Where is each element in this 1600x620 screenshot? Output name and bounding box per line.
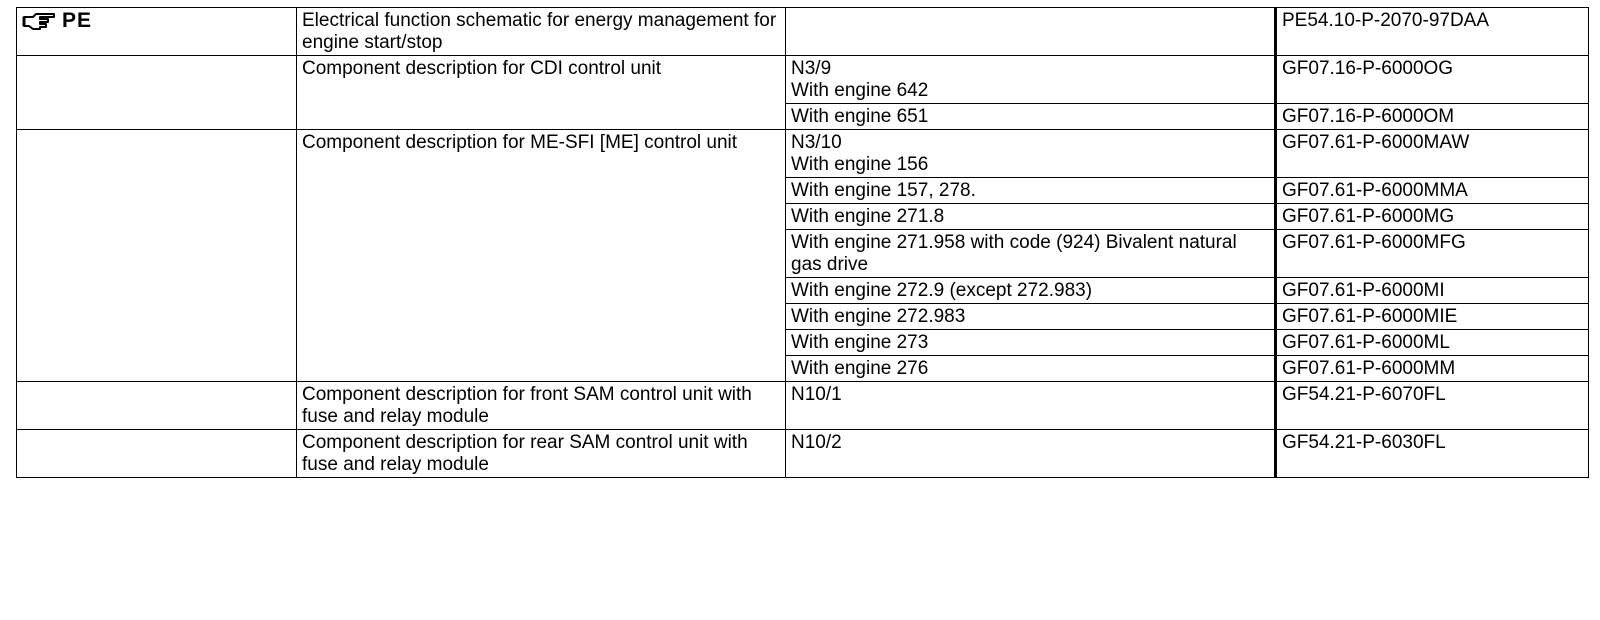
component-cell: [786, 56, 1276, 104]
document-number[interactable]: GF07.61-P-6000MG: [1276, 204, 1589, 230]
engine-variant: With engine 272.9 (except 272.983): [786, 278, 1276, 304]
engine-variant: With engine 651: [786, 104, 1276, 130]
pe-reference[interactable]: [22, 10, 92, 32]
document-number[interactable]: GF07.16-P-6000OM: [1276, 104, 1589, 130]
description-cell: Component description for CDI control unit: [297, 56, 786, 130]
engine-variant: With engine 157, 278.: [786, 178, 1276, 204]
document-number[interactable]: GF54.21-P-6030FL: [1276, 430, 1589, 478]
pe-label: PE: [62, 9, 93, 32]
engine-variant: With engine 271.8: [786, 204, 1276, 230]
document-number[interactable]: GF07.16-P-6000OG: [1276, 56, 1589, 104]
document-number[interactable]: GF07.61-P-6000MMA: [1276, 178, 1589, 204]
engine-variant: With engine 272.983: [786, 304, 1276, 330]
component-cell: [786, 130, 1276, 178]
ref-cell: [17, 8, 297, 56]
reference-table: [16, 7, 1589, 478]
document-number[interactable]: GF07.61-P-6000MI: [1276, 278, 1589, 304]
ref-cell: [17, 382, 297, 430]
document-number[interactable]: GF07.61-P-6000MM: [1276, 356, 1589, 382]
table-row: [17, 56, 1589, 104]
document-number[interactable]: PE54.10-P-2070-97DAA: [1276, 8, 1589, 56]
ref-cell: [17, 430, 297, 478]
component-code: N3/9: [791, 58, 832, 79]
document-number[interactable]: GF54.21-P-6070FL: [1276, 382, 1589, 430]
engine-variant: With engine 273: [786, 330, 1276, 356]
description-cell: Component description for front SAM control unit with fuse and relay module: [297, 382, 786, 430]
engine-variant: With engine 642: [791, 80, 929, 101]
engine-variant: With engine 156: [791, 154, 929, 175]
document-number[interactable]: GF07.61-P-6000ML: [1276, 330, 1589, 356]
document-number[interactable]: GF07.61-P-6000MFG: [1276, 230, 1589, 278]
engine-variant: With engine 271.958 with code (924) Bivalent natural gas drive: [786, 230, 1276, 278]
document-number[interactable]: GF07.61-P-6000MAW: [1276, 130, 1589, 178]
component-code: N10/2: [786, 430, 1276, 478]
component-code: N10/1: [786, 382, 1276, 430]
table-row: [17, 430, 1589, 478]
description-cell: Component description for rear SAM control unit with fuse and relay module: [297, 430, 786, 478]
table-row: [17, 8, 1589, 56]
table-row: [17, 130, 1589, 178]
description-cell: Electrical function schematic for energy management for engine start/stop: [297, 8, 786, 56]
table-row: [17, 382, 1589, 430]
engine-variant: With engine 276: [786, 356, 1276, 382]
ref-cell: [17, 130, 297, 382]
description-cell: Component description for ME-SFI [ME] control unit: [297, 130, 786, 382]
pointing-hand-icon: [22, 10, 56, 32]
component-code: N3/10: [791, 132, 842, 153]
component-cell: [786, 8, 1276, 56]
document-number[interactable]: GF07.61-P-6000MIE: [1276, 304, 1589, 330]
ref-cell: [17, 56, 297, 130]
